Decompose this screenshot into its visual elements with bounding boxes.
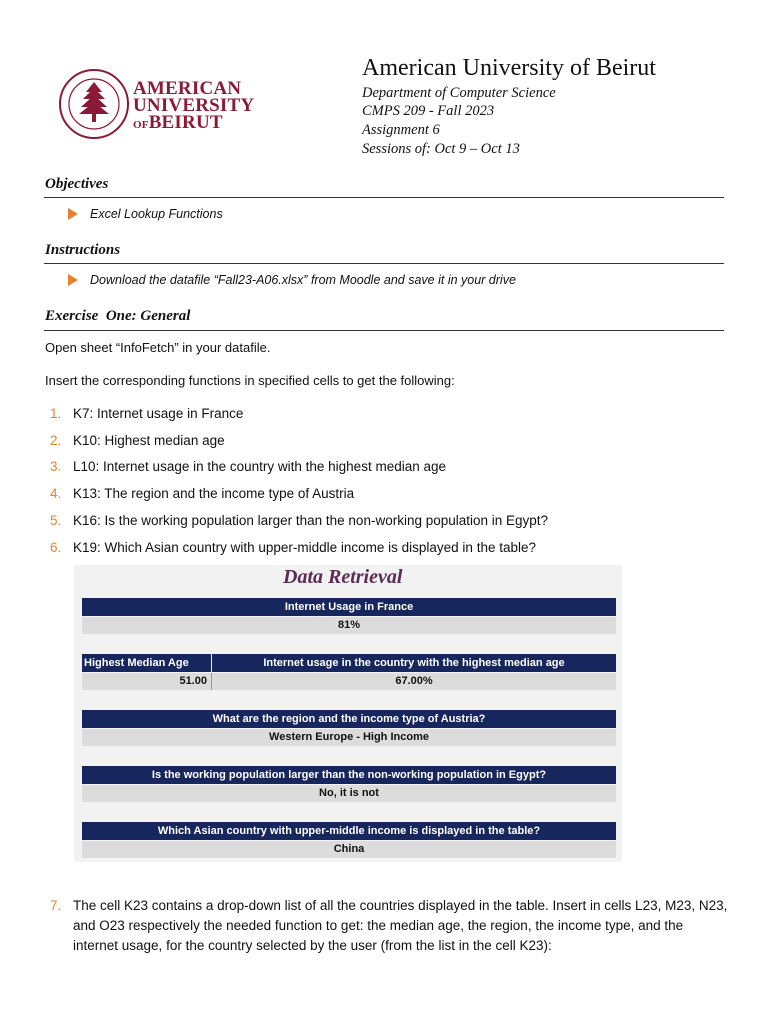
list-text: L10: Internet usage in the country with the highest median age [73, 459, 446, 474]
egypt-value: No, it is not [82, 785, 616, 802]
assignment-line: Assignment 6 [362, 122, 440, 138]
list-number: 1. [50, 406, 62, 421]
instruction-item [68, 273, 516, 287]
usage-header: Internet usage in the country with the highest median age [212, 654, 616, 672]
list-number: 7. [50, 898, 62, 913]
list-text: K7: Internet usage in France [73, 406, 244, 421]
list-number: 6. [50, 540, 62, 555]
bullet-arrow-icon [68, 274, 78, 286]
list-item [50, 486, 354, 501]
egypt-header: Is the working population larger than the non-working population in Egypt? [82, 766, 616, 784]
course-line: CMPS 209 - Fall 2023 [362, 103, 495, 119]
objectives-heading: Objectives [45, 176, 109, 192]
objectives-divider [44, 197, 724, 198]
logo-line-american: AMERICAN [133, 78, 242, 99]
list-item [50, 406, 243, 421]
asia-value: China [82, 841, 616, 858]
list-text: K16: Is the working population larger than the non-working population in Egypt? [73, 513, 549, 528]
cedar-tree-icon [79, 82, 109, 122]
logo-line-university: UNIVERSITY [133, 95, 255, 116]
usage-value: 67.00% [212, 673, 616, 690]
logo-line-beirut: OFBEIRUT [133, 112, 223, 133]
list-number: 3. [50, 459, 62, 474]
austria-header: What are the region and the income type of Austria? [82, 710, 616, 728]
instructions-divider [44, 263, 724, 264]
list-item [50, 896, 730, 956]
exercise-paragraph-1: Open sheet “InfoFetch” in your datafile. [45, 340, 271, 355]
median-age-header: Highest Median Age [82, 654, 211, 672]
exercise-divider [44, 330, 724, 331]
median-age-value: 51.00 [82, 673, 212, 690]
austria-value: Western Europe - High Income [82, 729, 616, 746]
aub-logo-wordmark [133, 80, 254, 134]
data-retrieval-title: Data Retrieval [283, 566, 403, 588]
list-item [50, 459, 446, 474]
list-item [50, 513, 548, 528]
department-line: Department of Computer Science [362, 85, 556, 101]
objective-text: Excel Lookup Functions [90, 207, 223, 221]
list-item [50, 540, 536, 555]
list-text: The cell K23 contains a drop-down list of all the countries displayed in the table. Insert in cells L23, M23, N23, and O23 respectively the needed function to get: the median age, the region, the income type, and the internet usage, for the country selected by the user (from the list in the cell K23): [73, 898, 728, 953]
france-value: 81% [82, 617, 616, 634]
asia-header: Which Asian country with upper-middle income is displayed in the table? [82, 822, 616, 840]
list-number: 2. [50, 433, 62, 448]
list-text: K10: Highest median age [73, 433, 225, 448]
university-title: American University of Beirut [362, 55, 656, 81]
exercise-paragraph-2: Insert the corresponding functions in specified cells to get the following: [45, 373, 455, 388]
list-number: 4. [50, 486, 62, 501]
list-text: K13: The region and the income type of Austria [73, 486, 355, 501]
exercise-heading: Exercise One: General [45, 308, 191, 324]
sessions-line: Sessions of: Oct 9 – Oct 13 [362, 141, 520, 157]
objective-item [68, 207, 223, 221]
bullet-arrow-icon [68, 208, 78, 220]
france-header: Internet Usage in France [82, 598, 616, 616]
instructions-heading: Instructions [45, 242, 121, 258]
list-number: 5. [50, 513, 62, 528]
instruction-text: Download the datafile “Fall23-A06.xlsx” from Moodle and save it in your drive [90, 273, 516, 287]
list-item [50, 433, 225, 448]
aub-seal-logo [58, 68, 130, 140]
list-text: K19: Which Asian country with upper-middle income is displayed in the table? [73, 540, 536, 555]
